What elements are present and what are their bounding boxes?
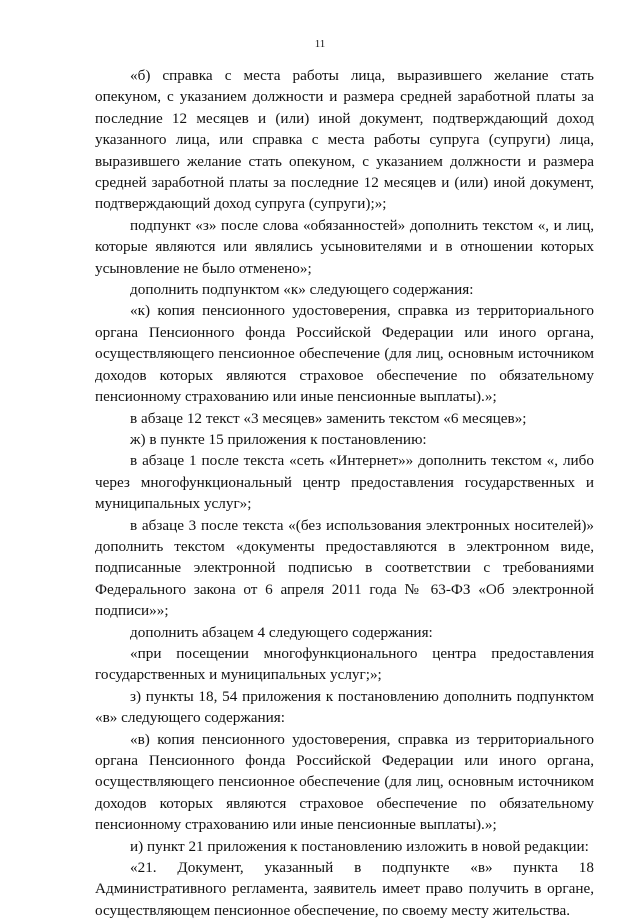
paragraph-2: подпункт «з» после слова «обязанностей» дополнить текстом «, и лиц, которые являются или являлись усыновителями и в отношении которых усыновление не было отменено»; — [95, 216, 594, 277]
paragraph-14: «21. Документ, указанный в подпункте «в» пункта 18 Административного регламента, заявитель имеет право получить в органе, осуществляющем пенсионное обеспечение, по своему месту жительства. — [95, 859, 594, 919]
page-number: 11 — [314, 38, 326, 50]
paragraph-10: «при посещении многофункционального центра предоставления государственных и муниципальных услуг;»; — [95, 644, 594, 684]
paragraph-3: дополнить подпунктом «к» следующего содержания: — [130, 281, 474, 299]
paragraph-13: и) пункт 21 приложения к постановлению изложить в новой редакции: — [130, 837, 589, 855]
paragraph-4: «к) копия пенсионного удостоверения, справка из территориального органа Пенсионного фонда Российской Федерации или иного органа, осуществляющего пенсионное обеспечение (для лиц, основным источником доходов которых являются страховое обеспечение по обязательному пенсионному страхованию или иные пенсионные выплаты).»; — [95, 302, 594, 406]
paragraph-6: ж) в пункте 15 приложения к постановлению: — [130, 430, 427, 448]
document-body — [95, 65, 594, 921]
paragraph-12: «в) копия пенсионного удостоверения, справка из территориального органа Пенсионного фонда Российской Федерации или иного органа, осуществляющего пенсионное обеспечение (для лиц, основным источником доходов которых являются страховое обеспечение по обязательному пенсионному страхованию или иные пенсионные выплаты).»; — [95, 730, 594, 834]
paragraph-5: в абзаце 12 текст «3 месяцев» заменить текстом «6 месяцев»; — [130, 409, 527, 427]
paragraph-7: в абзаце 1 после текста «сеть «Интернет»» дополнить текстом «, либо через многофункциональный центр предоставления государственных и муниципальных услуг»; — [95, 452, 594, 513]
paragraph-1: «б) справка с места работы лица, выразившего желание стать опекуном, с указанием должности и размера средней заработной платы за последние 12 месяцев и (или) иной документ, подтверждающий доход указанного лица, или справка с места работы супруга (супруги) лица, выразившего желание стать опекуном, с указанием должности и размера средней заработной платы за последние 12 месяцев и (или) иной документ, подтверждающий доход супруга (супруги);»; — [95, 67, 594, 213]
paragraph-8: в абзаце 3 после текста «(без использования электронных носителей)» дополнить текстом «документы предоставляются в электронном виде, подписанные электронной подписью в соответствии с требованиями Федерального закона от 6 апреля 2011 года № 63-ФЗ «Об электронной подписи»»; — [95, 516, 594, 620]
paragraph-9: дополнить абзацем 4 следующего содержания: — [130, 623, 433, 641]
paragraph-11: з) пункты 18, 54 приложения к постановлению дополнить подпунктом «в» следующего содержания: — [95, 687, 594, 727]
